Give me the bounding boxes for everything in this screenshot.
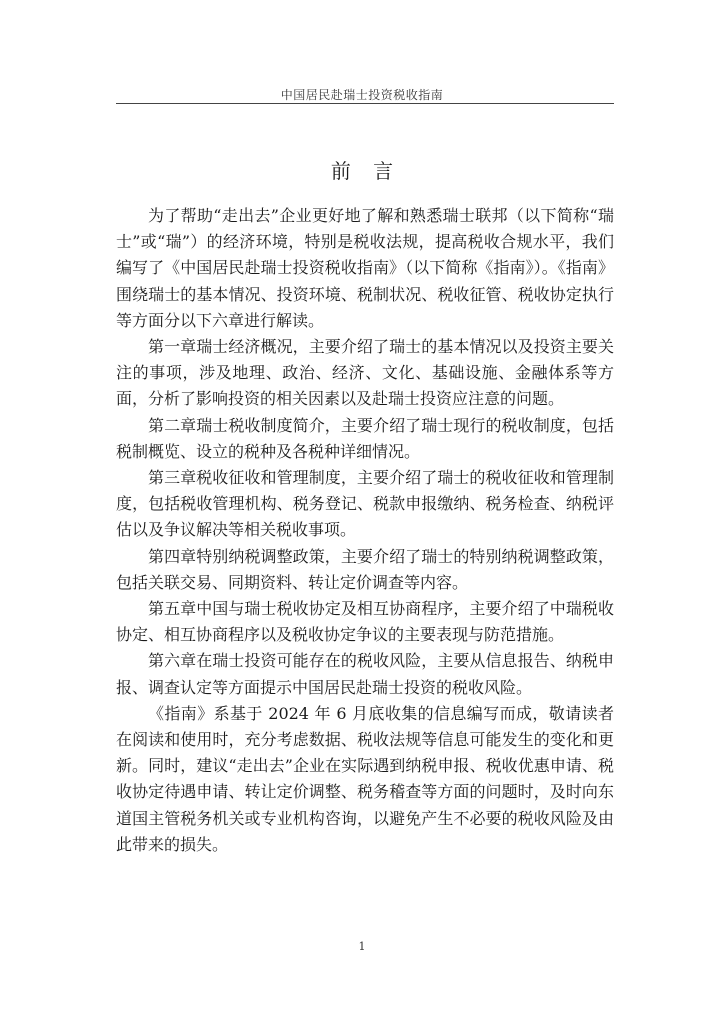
paragraph-chapter-5: 第五章中国与瑞士税收协定及相互协商程序，主要介绍了中瑞税收协定、相互协商程序以及税收协定争议的主要表现与防范措施。 <box>116 599 614 645</box>
paragraph-chapter-3: 第三章税收征收和管理制度，主要介绍了瑞士的税收征收和管理制度，包括税收管理机构、税务登记、税款申报缴纳、税务检查、纳税评估以及争议解决等相关税收事项。 <box>116 468 614 540</box>
running-header: 中国居民赴瑞士投资税收指南 <box>280 88 444 102</box>
paragraph-chapter-6: 第六章在瑞士投资可能存在的税收风险，主要从信息报告、纳税申报、调查认定等方面提示中国居民赴瑞士投资的税收风险。 <box>116 651 614 697</box>
paragraph-chapter-4: 第四章特别纳税调整政策，主要介绍了瑞士的特别纳税调整政策，包括关联交易、同期资料、转让定价调查等内容。 <box>116 546 614 592</box>
body-text <box>116 203 614 858</box>
header-rule <box>116 103 614 104</box>
paragraph-chapter-1: 第一章瑞士经济概况，主要介绍了瑞士的基本情况以及投资主要关注的事项，涉及地理、政治、经济、文化、基础设施、金融体系等方面，分析了影响投资的相关因素以及赴瑞士投资应注意的问题。 <box>116 337 614 409</box>
page-number: 1 <box>358 940 366 953</box>
paragraph-intro: 为了帮助“走出去”企业更好地了解和熟悉瑞士联邦（以下简称“瑞士”或“瑞”）的经济环境，特别是税收法规，提高税收合规水平，我们编写了《中国居民赴瑞士投资税收指南》（以下简称《指南》）。《指南》围绕瑞士的基本情况、投资环境、税制状况、税收征管、税收协定执行等方面分以下六章进行解读。 <box>116 206 614 330</box>
paragraph-chapter-2: 第二章瑞士税收制度简介，主要介绍了瑞士现行的税收制度，包括税制概览、设立的税种及各税种详细情况。 <box>116 415 614 461</box>
page-title: 前 言 <box>330 159 402 183</box>
paragraph-disclaimer: 《指南》系基于 2024 年 6 月底收集的信息编写而成，敬请读者在阅读和使用时，充分考虑数据、税收法规等信息可能发生的变化和更新。同时，建议“走出去”企业在实际遇到纳税申报、税收优惠申请、税收协定待遇申请、转让定价调整、税务稽查等方面的问题时，及时向东道国主管税务机关或专业机构咨询，以避免产生不必要的税收风险及由此带来的损失。 <box>116 703 614 854</box>
